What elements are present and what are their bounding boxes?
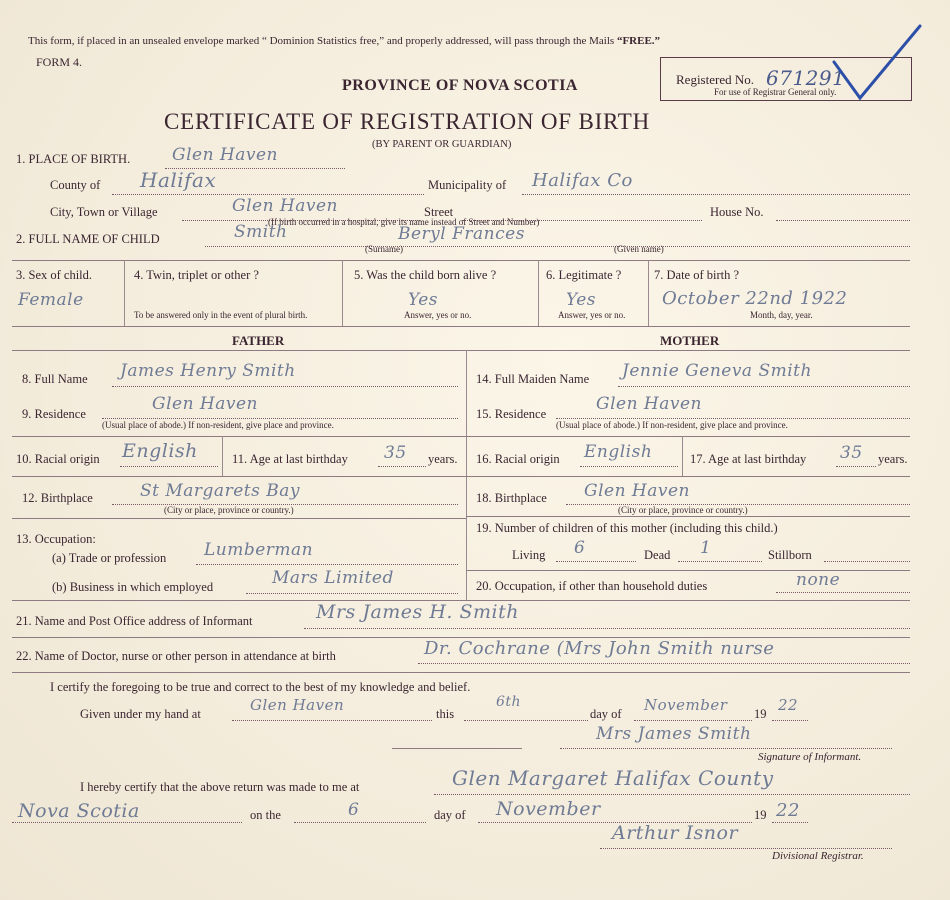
father-years: years. — [428, 452, 458, 466]
father-full-name-label: 8. Full Name — [22, 372, 88, 386]
mother-birthplace: Glen Haven — [584, 481, 691, 501]
legitimate-label: 6. Legitimate ? — [546, 268, 622, 282]
municipality-value: Halifax Co — [532, 170, 633, 191]
surname-caption: (Surname) — [365, 244, 403, 254]
father-racial-label: 10. Racial origin — [16, 452, 100, 466]
informant-signature: Mrs James Smith — [596, 724, 752, 744]
city-label: City, Town or Village — [50, 205, 158, 219]
given-day: 6th — [496, 694, 522, 710]
place-of-birth-value: Glen Haven — [172, 145, 279, 165]
alive-value: Yes — [408, 290, 439, 310]
mother-maiden: Jennie Geneva Smith — [622, 361, 812, 381]
given-place: Glen Haven — [250, 696, 345, 714]
certify-text: I certify the foregoing to be true and correct to the best of my knowledge and belief. — [50, 680, 471, 694]
mother-age-label: 17. Age at last birthday — [690, 452, 807, 466]
mother-occupation: none — [796, 570, 841, 590]
mother-dead-label: Dead — [644, 548, 671, 562]
mother-maiden-label: 14. Full Maiden Name — [476, 372, 590, 386]
given-year: 22 — [778, 696, 799, 714]
father-birthplace-label: 12. Birthplace — [22, 491, 93, 505]
top-notice-free: “FREE.” — [616, 35, 661, 47]
twin-note: To be answered only in the event of plural birth. — [134, 310, 308, 320]
given-caption: (Given name) — [614, 244, 664, 254]
father-full-name: James Henry Smith — [120, 361, 296, 381]
sex-value: Female — [18, 290, 84, 310]
registrar-text: I hereby certify that the above return was made to me at — [80, 780, 360, 794]
mother-heading: MOTHER — [660, 333, 720, 348]
mother-racial-label: 16. Racial origin — [476, 452, 560, 466]
mother-residence: Glen Haven — [596, 394, 703, 414]
mother-living-label: Living — [512, 548, 546, 562]
father-business-label: (b) Business in which employed — [52, 580, 214, 594]
mother-children-label: 19. Number of children of this mother (including this child.) — [476, 521, 778, 535]
mother-occupation-label: 20. Occupation, if other than household duties — [476, 579, 708, 593]
given-month: November — [644, 696, 728, 714]
father-age: 35 — [384, 443, 407, 463]
father-business: Mars Limited — [272, 568, 394, 588]
registered-number: 671291 — [766, 66, 846, 90]
registrar-place-continued: Nova Scotia — [18, 800, 140, 822]
doctor-value: Dr. Cochrane (Mrs John Smith nurse — [424, 638, 775, 659]
child-name-label: 2. FULL NAME OF CHILD — [16, 232, 160, 246]
father-residence-note: (Usual place of abode.) If non-resident, give place and province. — [102, 420, 334, 430]
registered-note: For use of Registrar General only. — [714, 87, 837, 97]
father-age-label: 11. Age at last birthday — [232, 452, 348, 466]
twin-label: 4. Twin, triplet or other ? — [134, 268, 259, 282]
father-residence-label: 9. Residence — [22, 407, 86, 421]
city-note: (If birth occurred in a hospital, give its name instead of Street and Number) — [268, 217, 540, 227]
dob-value: October 22nd 1922 — [662, 288, 848, 309]
mother-living: 6 — [574, 538, 586, 558]
father-heading: FATHER — [232, 333, 285, 348]
alive-note: Answer, yes or no. — [404, 310, 472, 320]
father-occupation-label: 13. Occupation: — [16, 532, 96, 546]
mother-birthplace-note: (City or place, province or country.) — [618, 505, 748, 515]
sex-label: 3. Sex of child. — [16, 268, 93, 282]
given-day-of-label: day of — [590, 707, 622, 721]
doctor-label: 22. Name of Doctor, nurse or other person in attendance at birth — [16, 649, 336, 663]
top-notice — [28, 35, 660, 47]
legitimate-note: Answer, yes or no. — [558, 310, 626, 320]
given-label: Given under my hand at — [80, 707, 201, 721]
registrar-month: November — [496, 798, 601, 820]
registrar-on-the-label: on the — [250, 808, 281, 822]
mother-residence-note: (Usual place of abode.) If non-resident, give place and province. — [556, 420, 788, 430]
father-residence: Glen Haven — [152, 394, 259, 414]
dob-label: 7. Date of birth ? — [654, 268, 740, 282]
alive-label: 5. Was the child born alive ? — [354, 268, 497, 282]
street-label: Street — [424, 205, 454, 219]
mother-racial: English — [584, 442, 653, 462]
registrar-day: 6 — [348, 800, 360, 820]
mother-birthplace-label: 18. Birthplace — [476, 491, 547, 505]
municipality-label: Municipality of — [428, 178, 507, 192]
registrar-day-of-label: day of — [434, 808, 466, 822]
child-surname: Smith — [234, 222, 288, 242]
mother-years: years. — [878, 452, 908, 466]
informant-label: 21. Name and Post Office address of Informant — [16, 614, 253, 628]
registrar-caption: Divisional Registrar. — [772, 850, 864, 862]
father-trade-label: (a) Trade or profession — [52, 551, 167, 565]
county-value: Halifax — [140, 168, 217, 192]
father-trade: Lumberman — [204, 540, 314, 560]
child-given-name: Beryl Frances — [398, 224, 525, 244]
page-subtitle: (BY PARENT OR GUARDIAN) — [372, 139, 512, 150]
registrar-signature: Arthur Isnor — [612, 822, 739, 844]
registrar-place: Glen Margaret Halifax County — [452, 766, 774, 790]
province-heading: PROVINCE OF NOVA SCOTIA — [342, 77, 578, 94]
father-racial: English — [122, 440, 198, 462]
informant-signature-caption: Signature of Informant. — [758, 751, 862, 763]
check-mark-icon — [830, 22, 925, 104]
form-number: FORM 4. — [36, 55, 83, 69]
legitimate-value: Yes — [566, 290, 597, 310]
mother-residence-label: 15. Residence — [476, 407, 547, 421]
dob-note: Month, day, year. — [750, 310, 813, 320]
place-of-birth-label: 1. PLACE OF BIRTH. — [16, 152, 131, 166]
father-birthplace-note: (City or place, province or country.) — [164, 505, 294, 515]
house-number-label: House No. — [710, 205, 764, 219]
given-this-label: this — [436, 707, 455, 721]
mother-dead: 1 — [700, 538, 712, 558]
city-value: Glen Haven — [232, 196, 339, 216]
mother-age: 35 — [840, 443, 863, 463]
top-notice-text: This form, if placed in an unsealed envelope marked “ Dominion Statistics free,” and properly addressed, will pass through the Mails — [28, 35, 617, 47]
registrar-year: 22 — [776, 800, 800, 821]
county-label: County of — [50, 178, 101, 192]
mother-stillborn-label: Stillborn — [768, 548, 812, 562]
informant-value: Mrs James H. Smith — [316, 601, 519, 623]
given-year-prefix: 19 — [754, 707, 767, 721]
father-birthplace: St Margarets Bay — [140, 481, 300, 501]
registrar-year-prefix: 19 — [754, 808, 767, 822]
registered-label: Registered No. — [676, 72, 754, 87]
page-title: CERTIFICATE OF REGISTRATION OF BIRTH — [164, 109, 651, 134]
